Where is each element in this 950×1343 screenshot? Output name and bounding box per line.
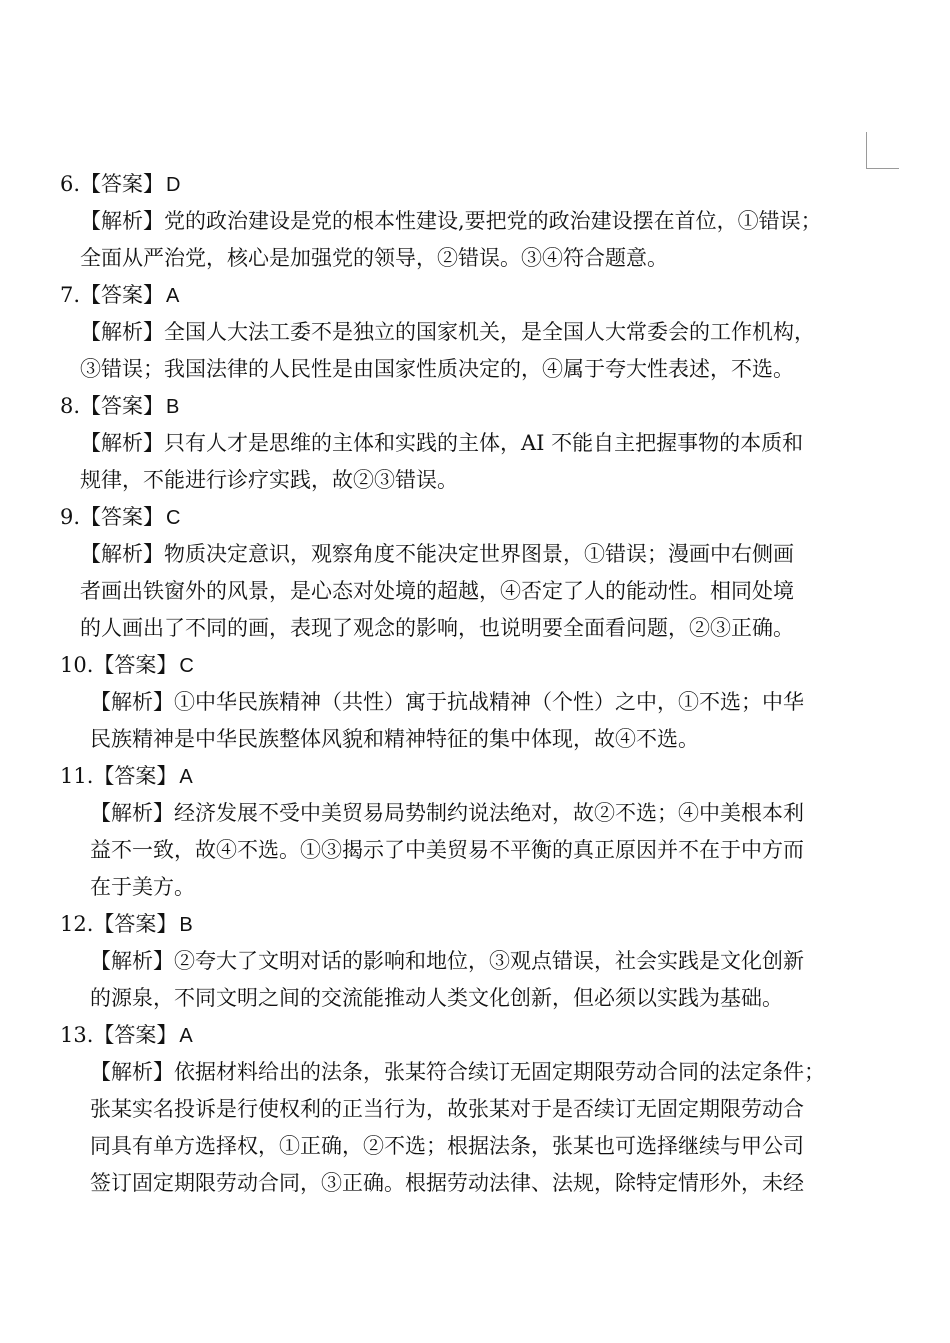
question-number: 12. <box>60 912 94 936</box>
answer-value: B <box>179 914 193 936</box>
explanation <box>60 1054 890 1202</box>
answer-line <box>60 499 890 536</box>
answer-value: B <box>166 396 180 418</box>
answer-line <box>60 1017 890 1054</box>
answer-label: 【答案】 <box>80 172 165 196</box>
question-8 <box>60 388 890 499</box>
question-12 <box>60 906 890 1017</box>
answer-label: 【答案】 <box>93 653 178 677</box>
explanation-line: 签订固定期限劳动合同，③正确。根据劳动法律、法规，除特定情形外，未经 <box>90 1171 804 1195</box>
question-6 <box>60 166 890 277</box>
explanation-line: 在于美方。 <box>90 875 195 899</box>
answer-label: 【答案】 <box>93 1023 178 1047</box>
answer-value: A <box>179 1025 193 1047</box>
explanation-line: 【解析】全国人大法工委不是独立的国家机关，是全国人大常委会的工作机构， <box>80 320 815 344</box>
explanation-line: 张某实名投诉是行使权利的正当行为，故张某对于是否续订无固定期限劳动合 <box>90 1097 804 1121</box>
answer-line <box>60 906 890 943</box>
answer-label: 【答案】 <box>80 283 165 307</box>
explanation-line: ③错误；我国法律的人民性是由国家性质决定的，④属于夸大性表述，不选。 <box>80 357 794 381</box>
answer-value: A <box>179 766 193 788</box>
answer-value: A <box>166 285 180 307</box>
question-number: 13. <box>60 1023 94 1047</box>
explanation-line: 【解析】经济发展不受中美贸易局势制约说法绝对，故②不选；④中美根本利 <box>90 801 804 825</box>
answer-line <box>60 166 890 203</box>
explanation-line: 同具有单方选择权，①正确，②不选；根据法条，张某也可选择继续与甲公司 <box>90 1134 804 1158</box>
explanation <box>60 536 890 647</box>
question-9 <box>60 499 890 647</box>
explanation-line: 【解析】物质决定意识，观察角度不能决定世界图景，①错误；漫画中右侧画 <box>80 542 794 566</box>
question-number: 7. <box>60 283 81 307</box>
question-13 <box>60 1017 890 1202</box>
explanation <box>60 684 890 758</box>
question-number: 11. <box>60 764 94 788</box>
explanation-line: 者画出铁窗外的风景，是心态对处境的超越，④否定了人的能动性。相同处境 <box>80 579 794 603</box>
question-number: 10. <box>60 653 94 677</box>
explanation-line: 规律，不能进行诊疗实践，故②③错误。 <box>80 468 458 492</box>
explanation <box>60 943 890 1017</box>
question-number: 6. <box>60 172 81 196</box>
explanation-line: 的源泉，不同文明之间的交流能推动人类文化创新，但必须以实践为基础。 <box>90 986 783 1010</box>
question-10 <box>60 647 890 758</box>
explanation <box>60 314 890 388</box>
answer-label: 【答案】 <box>80 394 165 418</box>
answer-line <box>60 388 890 425</box>
answer-sheet <box>60 166 890 1202</box>
explanation-line: 益不一致，故④不选。①③揭示了中美贸易不平衡的真正原因并不在于中方而 <box>90 838 804 862</box>
question-11 <box>60 758 890 906</box>
answer-value: C <box>179 655 194 677</box>
question-number: 8. <box>60 394 81 418</box>
answer-line <box>60 277 890 314</box>
explanation-line: 【解析】只有人才是思维的主体和实践的主体，AI 不能自主把握事物的本质和 <box>80 431 804 455</box>
answer-label: 【答案】 <box>93 912 178 936</box>
explanation <box>60 795 890 906</box>
explanation-line: 【解析】依据材料给出的法条，张某符合续订无固定期限劳动合同的法定条件； <box>90 1060 825 1084</box>
explanation-line: 的人画出了不同的画，表现了观念的影响，也说明要全面看问题，②③正确。 <box>80 616 794 640</box>
page-corner-mark <box>866 132 899 169</box>
explanation-line: 【解析】党的政治建设是党的根本性建设,要把党的政治建设摆在首位，①错误； <box>80 209 822 233</box>
question-number: 9. <box>60 505 81 529</box>
answer-value: C <box>166 507 181 529</box>
answer-value: D <box>166 174 181 196</box>
question-7 <box>60 277 890 388</box>
answer-label: 【答案】 <box>93 764 178 788</box>
explanation <box>60 425 890 499</box>
answer-line <box>60 758 890 795</box>
answer-line <box>60 647 890 684</box>
explanation-line: 民族精神是中华民族整体风貌和精神特征的集中体现，故④不选。 <box>90 727 699 751</box>
explanation <box>60 203 890 277</box>
explanation-line: 全面从严治党，核心是加强党的领导，②错误。③④符合题意。 <box>80 246 668 270</box>
explanation-line: 【解析】②夸大了文明对话的影响和地位，③观点错误，社会实践是文化创新 <box>90 949 804 973</box>
explanation-line: 【解析】①中华民族精神（共性）寓于抗战精神（个性）之中，①不选；中华 <box>90 690 804 714</box>
answer-label: 【答案】 <box>80 505 165 529</box>
